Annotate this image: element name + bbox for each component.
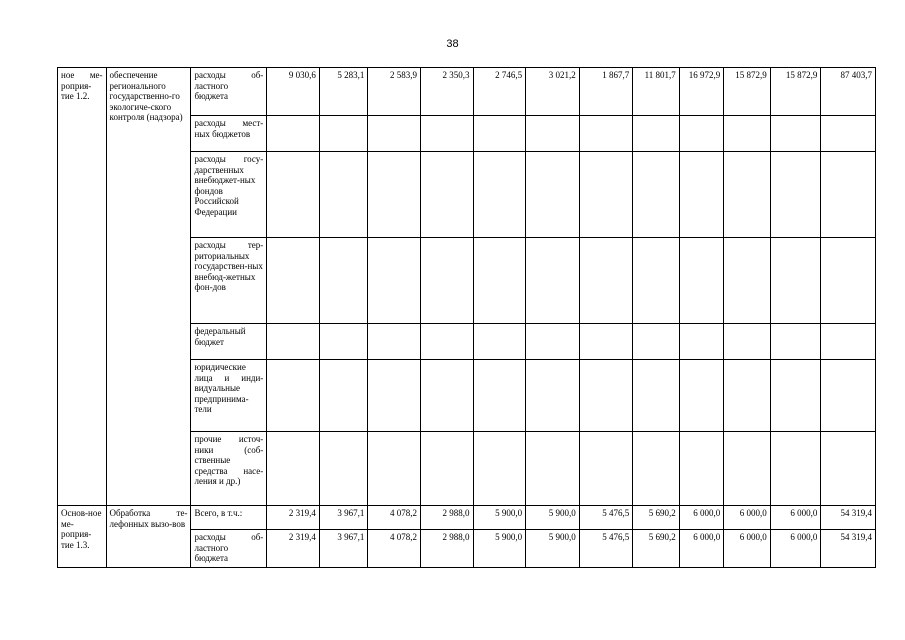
funding-source-cell: расходы об-ластного бюджета (191, 68, 267, 116)
value-cell (679, 324, 723, 360)
funding-source-cell: расходы мест-ных бюджетов (191, 116, 267, 152)
value-cell (267, 324, 320, 360)
value-cell (473, 432, 526, 506)
value-cell (368, 432, 421, 506)
value-cell: 4 078,2 (368, 530, 421, 568)
value-cell (579, 432, 633, 506)
value-cell (526, 238, 580, 324)
value-cell: 6 000,0 (724, 530, 771, 568)
value-cell: 11 801,7 (633, 68, 680, 116)
value-cell: 15 872,9 (724, 68, 771, 116)
value-cell: 2 988,0 (420, 506, 473, 530)
table-row (58, 68, 876, 116)
value-cell: 5 690,2 (633, 506, 680, 530)
value-cell: 1 867,7 (579, 68, 633, 116)
budget-table (57, 67, 876, 568)
value-cell (319, 116, 368, 152)
value-cell: 3 021,2 (526, 68, 580, 116)
value-cell (368, 116, 421, 152)
value-cell (679, 116, 723, 152)
value-cell: 6 000,0 (770, 506, 821, 530)
value-cell: 5 283,1 (319, 68, 368, 116)
event-cell: ное ме-роприя-тие 1.2. (58, 68, 107, 506)
value-cell (679, 360, 723, 432)
value-cell (319, 360, 368, 432)
value-cell (633, 152, 680, 238)
page-number: 38 (446, 38, 459, 50)
value-cell (473, 360, 526, 432)
value-cell (821, 324, 876, 360)
value-cell: 16 972,9 (679, 68, 723, 116)
value-cell: 87 403,7 (821, 68, 876, 116)
value-cell (579, 360, 633, 432)
value-cell: 2 319,4 (267, 530, 320, 568)
value-cell (420, 152, 473, 238)
value-cell: 3 967,1 (319, 506, 368, 530)
value-cell: 6 000,0 (724, 506, 771, 530)
value-cell (724, 360, 771, 432)
value-cell: 5 900,0 (473, 530, 526, 568)
value-cell (821, 152, 876, 238)
value-cell: 6 000,0 (679, 506, 723, 530)
value-cell: 5 690,2 (633, 530, 680, 568)
value-cell (579, 238, 633, 324)
description-cell: Обработка те-лефонных вызо-вов (106, 506, 191, 568)
value-cell: 2 746,5 (473, 68, 526, 116)
table-row (58, 506, 876, 530)
value-cell (679, 238, 723, 324)
value-cell: 54 319,4 (821, 530, 876, 568)
value-cell (473, 238, 526, 324)
value-cell (770, 360, 821, 432)
value-cell (579, 324, 633, 360)
value-cell: 2 319,4 (267, 506, 320, 530)
value-cell (679, 152, 723, 238)
value-cell (420, 324, 473, 360)
value-cell (267, 238, 320, 324)
value-cell (821, 432, 876, 506)
value-cell (633, 324, 680, 360)
value-cell (724, 432, 771, 506)
funding-source-cell: расходы тер-риториальных государствен-ных внебюд-жетных фон-дов (191, 238, 267, 324)
value-cell: 6 000,0 (770, 530, 821, 568)
value-cell: 9 030,6 (267, 68, 320, 116)
value-cell (420, 238, 473, 324)
value-cell (319, 152, 368, 238)
value-cell (770, 152, 821, 238)
value-cell (770, 116, 821, 152)
value-cell (770, 432, 821, 506)
funding-source-cell: прочие источ-ники (соб-ственные средства насе-ления и др.) (191, 432, 267, 506)
event-cell: Основ-ное ме-роприя-тие 1.3. (58, 506, 107, 568)
description-cell: обеспечение регионального государственно-го экологиче-ского контроля (надзора) (106, 68, 191, 506)
value-cell: 3 967,1 (319, 530, 368, 568)
table-body (58, 68, 876, 568)
value-cell (679, 432, 723, 506)
value-cell (633, 360, 680, 432)
value-cell (368, 360, 421, 432)
value-cell: 5 900,0 (526, 506, 580, 530)
value-cell (821, 360, 876, 432)
value-cell (267, 432, 320, 506)
value-cell (319, 238, 368, 324)
value-cell (368, 238, 421, 324)
value-cell: 5 476,5 (579, 506, 633, 530)
value-cell: 2 988,0 (420, 530, 473, 568)
value-cell: 2 350,3 (420, 68, 473, 116)
value-cell (526, 324, 580, 360)
value-cell (267, 360, 320, 432)
value-cell (526, 360, 580, 432)
value-cell (267, 152, 320, 238)
value-cell (368, 152, 421, 238)
funding-source-cell: федеральный бюджет (191, 324, 267, 360)
funding-source-cell: расходы об-ластного бюджета (191, 530, 267, 568)
value-cell (319, 432, 368, 506)
value-cell (267, 116, 320, 152)
value-cell (579, 152, 633, 238)
value-cell (420, 116, 473, 152)
value-cell (473, 116, 526, 152)
value-cell (526, 432, 580, 506)
value-cell: 4 078,2 (368, 506, 421, 530)
value-cell (724, 238, 771, 324)
funding-source-cell: юридические лица и инди-видуальные предпринима-тели (191, 360, 267, 432)
value-cell (526, 116, 580, 152)
value-cell (770, 324, 821, 360)
value-cell (633, 116, 680, 152)
value-cell (526, 152, 580, 238)
value-cell (420, 360, 473, 432)
value-cell: 5 476,5 (579, 530, 633, 568)
value-cell (821, 238, 876, 324)
value-cell (473, 324, 526, 360)
value-cell (633, 432, 680, 506)
value-cell (473, 152, 526, 238)
value-cell: 5 900,0 (473, 506, 526, 530)
funding-source-cell: расходы госу-дарственных внебюджет-ных фондов Российской Федерации (191, 152, 267, 238)
value-cell (319, 324, 368, 360)
value-cell (770, 238, 821, 324)
value-cell (821, 116, 876, 152)
value-cell (724, 324, 771, 360)
value-cell (368, 324, 421, 360)
value-cell (724, 116, 771, 152)
value-cell (579, 116, 633, 152)
value-cell (724, 152, 771, 238)
funding-source-cell: Всего, в т.ч.: (191, 506, 267, 530)
value-cell (420, 432, 473, 506)
value-cell: 6 000,0 (679, 530, 723, 568)
value-cell: 5 900,0 (526, 530, 580, 568)
value-cell (633, 238, 680, 324)
value-cell: 54 319,4 (821, 506, 876, 530)
value-cell: 2 583,9 (368, 68, 421, 116)
value-cell: 15 872,9 (770, 68, 821, 116)
